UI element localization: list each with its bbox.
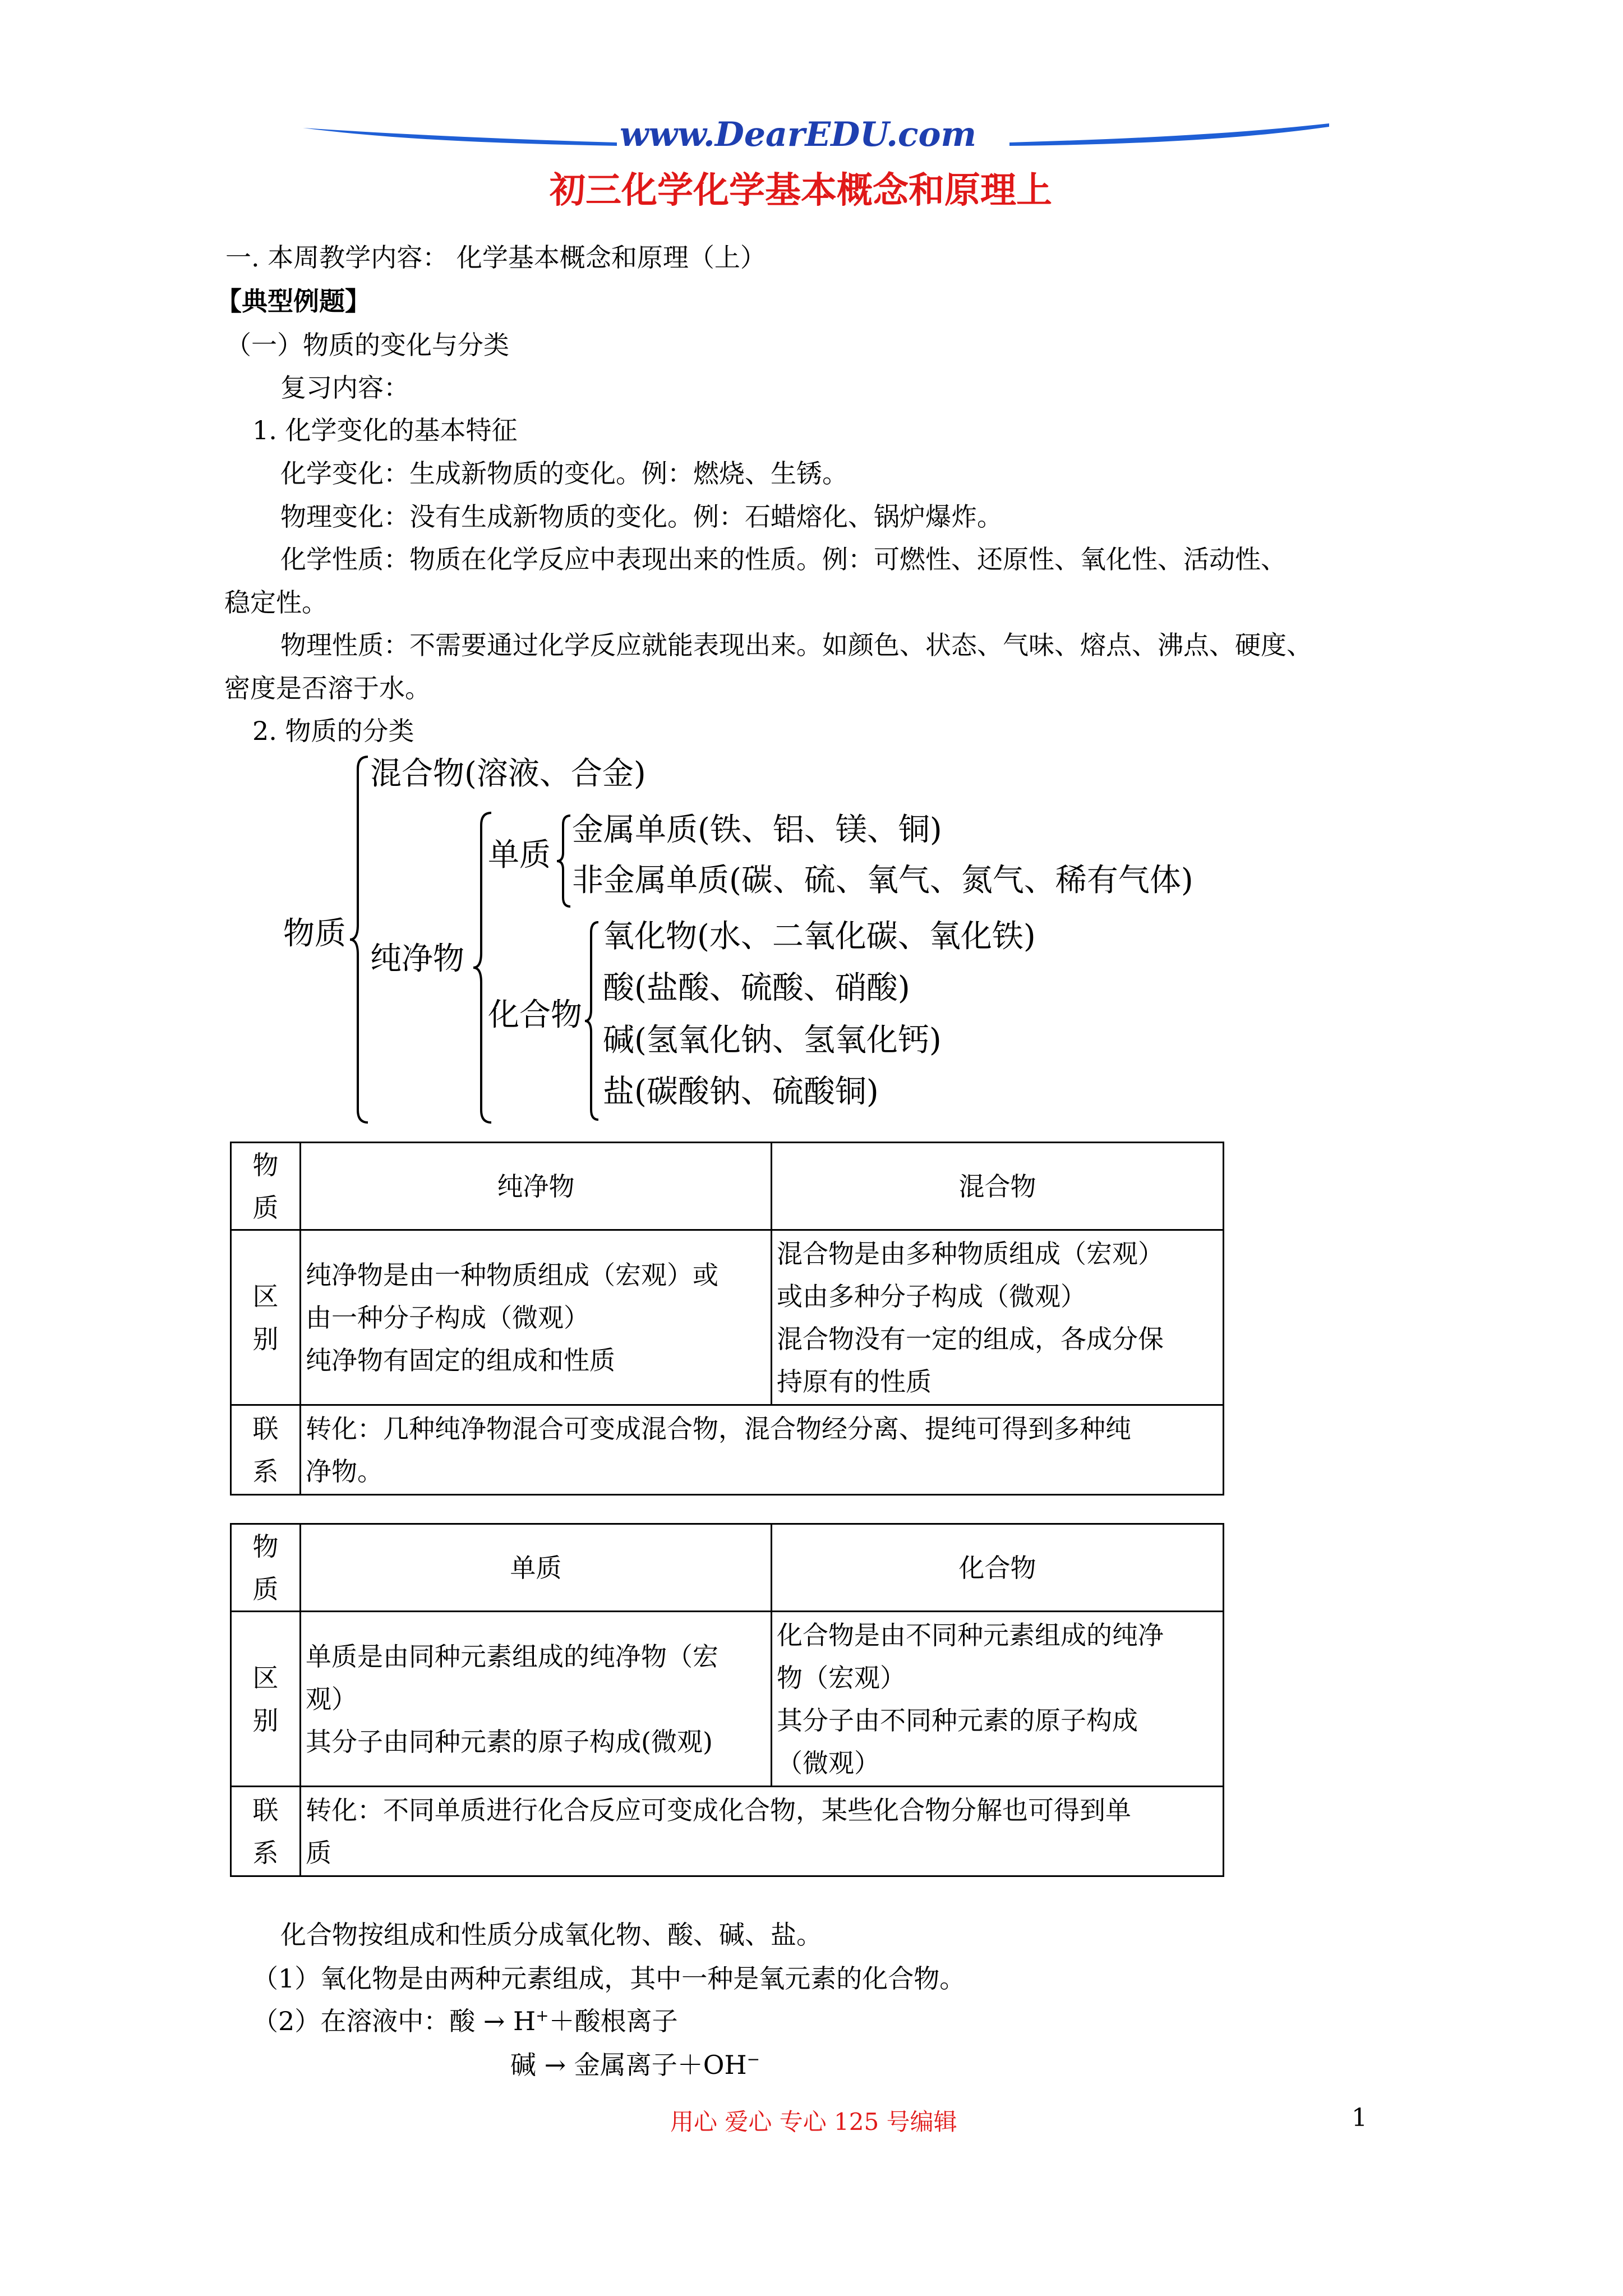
site-logo-text: www.DearEDU.com	[620, 115, 977, 154]
table-corner-cell: 物 质	[231, 1143, 301, 1230]
tree-oxide: 氧化物(水、二氧化碳、氧化铁)	[603, 918, 1036, 955]
content-line: （1）氧化物是由两种元素组成，其中一种是氧元素的化合物。	[252, 1963, 966, 1994]
tree-compound: 化合物	[488, 997, 582, 1033]
table-row	[231, 1787, 1224, 1876]
table-cell: 纯净物是由一种物质组成（宏观）或 由一种分子构成（微观） 纯净物有固定的组成和性质	[301, 1230, 772, 1405]
row-label: 联 系	[231, 1405, 301, 1495]
table-header-row	[231, 1524, 1224, 1612]
tree-pure: 纯净物	[370, 941, 464, 977]
row-label: 区 别	[231, 1612, 301, 1787]
table-row	[231, 1405, 1224, 1495]
tree-brace	[583, 920, 600, 1122]
header-swoosh-left	[303, 118, 617, 151]
tree-salt: 盐(碳酸钠、硫酸铜)	[603, 1074, 879, 1110]
table-cell: 混合物是由多种物质组成（宏观） 或由多种分子构成（微观） 混合物没有一定的组成，各成分保 持原有的性质	[772, 1230, 1224, 1405]
element-vs-compound-table	[230, 1523, 1224, 1877]
tree-brace	[348, 754, 370, 1125]
content-line: 物理变化：没有生成新物质的变化。例：石蜡熔化、锅炉爆炸。	[280, 501, 1003, 532]
column-header: 混合物	[772, 1143, 1224, 1230]
tree-acid: 酸(盐酸、硫酸、硝酸)	[603, 970, 910, 1006]
table-row	[231, 1230, 1224, 1405]
content-line: 一. 本周教学内容： 化学基本概念和原理（上）	[225, 242, 766, 273]
content-line: 2. 物质的分类	[252, 716, 414, 746]
content-line: 密度是否溶于水。	[224, 673, 431, 703]
content-line: 1. 化学变化的基本特征	[252, 415, 518, 445]
tree-base: 碱(氢氧化钠、氢氧化钙)	[603, 1022, 942, 1059]
content-line: 复习内容：	[280, 372, 409, 403]
table-cell: 化合物是由不同种元素组成的纯净 物（宏观） 其分子由不同种元素的原子构成 （微观）	[772, 1612, 1224, 1787]
row-label: 联 系	[231, 1787, 301, 1876]
base-line: 碱 → 金属离子＋OH−	[510, 2050, 760, 2080]
table-cell: 单质是由同种元素组成的纯净物（宏 观） 其分子由同种元素的原子构成(微观)	[301, 1612, 772, 1787]
table-header-row	[231, 1143, 1224, 1230]
acid-line: （2）在溶液中：酸 → H+＋酸根离子	[252, 2006, 678, 2036]
footer-text: 用心 爱心 专心 125 号编辑	[670, 2108, 957, 2136]
pure-vs-mixture-table	[230, 1142, 1224, 1496]
content-line: 化合物按组成和性质分成氧化物、酸、碱、盐。	[280, 1920, 822, 1950]
section-heading: 【典型例题】	[216, 286, 371, 316]
column-header: 单质	[301, 1524, 772, 1612]
content-line: 化学变化：生成新物质的变化。例：燃烧、生锈。	[280, 458, 848, 489]
tree-mixture: 混合物(溶液、合金)	[370, 756, 646, 792]
table-cell: 转化：不同单质进行化合反应可变成化合物，某些化合物分解也可得到单 质	[301, 1787, 1224, 1876]
tree-metal: 金属单质(铁、铝、镁、铜)	[572, 812, 942, 848]
page-number: 1	[1352, 2104, 1367, 2132]
content-line: 化学性质：物质在化学反应中表现出来的性质。例：可燃性、还原性、氧化性、活动性、	[280, 544, 1287, 574]
column-header: 化合物	[772, 1524, 1224, 1612]
table-cell: 转化：几种纯净物混合可变成混合物，混合物经分离、提纯可得到多种纯 净物。	[301, 1405, 1224, 1495]
row-label: 区 别	[231, 1230, 301, 1405]
tree-root: 物质	[283, 915, 346, 952]
page-title: 初三化学化学基本概念和原理上	[550, 169, 1052, 211]
tree-brace	[555, 813, 572, 909]
content-line: 物理性质：不需要通过化学反应就能表现出来。如颜色、状态、气味、熔点、沸点、硬度、	[280, 630, 1312, 660]
table-corner-cell: 物 质	[231, 1524, 301, 1612]
table-row	[231, 1612, 1224, 1787]
column-header: 纯净物	[301, 1143, 772, 1230]
tree-element: 单质	[488, 837, 551, 873]
header-swoosh-right	[1009, 118, 1329, 151]
tree-nonmetal: 非金属单质(碳、硫、氧气、氮气、稀有气体)	[572, 862, 1193, 899]
content-line: 稳定性。	[224, 587, 328, 618]
section-heading: （一）物质的变化与分类	[225, 330, 509, 360]
